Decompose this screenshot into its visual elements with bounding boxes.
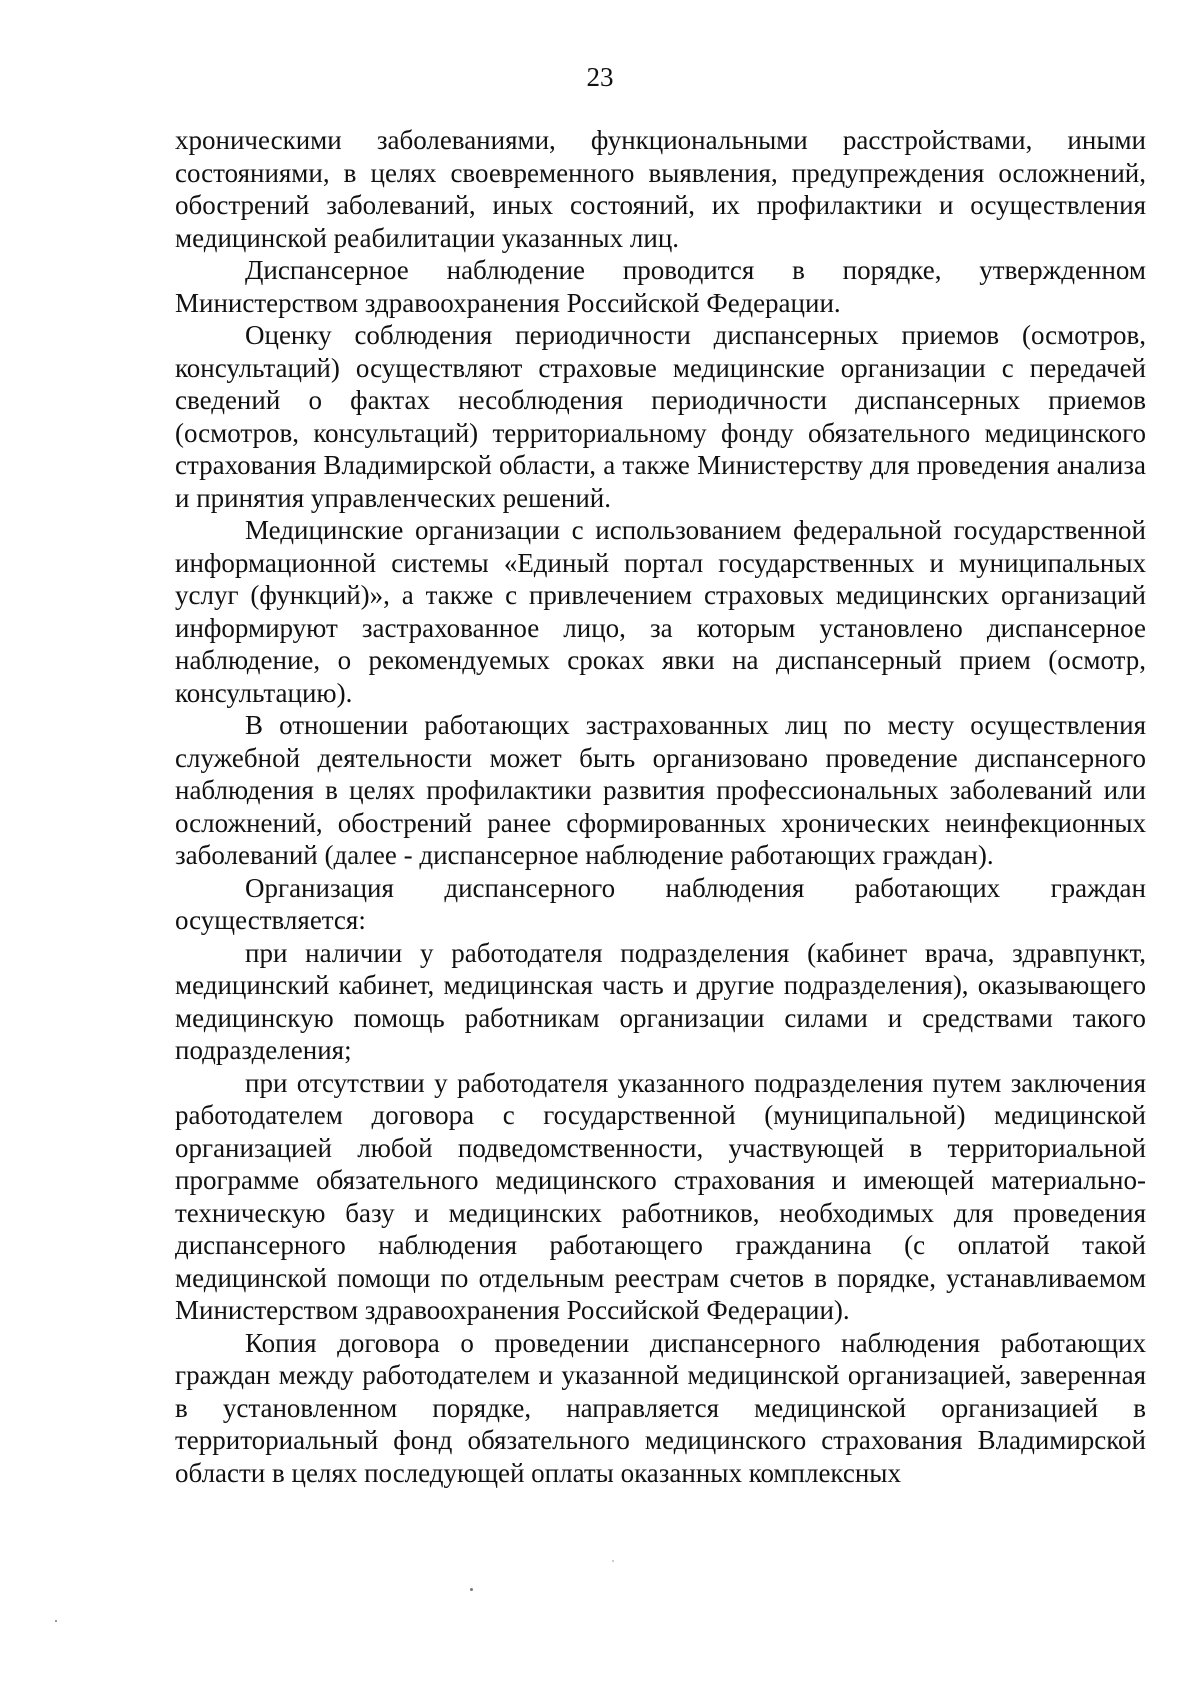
paragraph-9: Копия договора о проведении диспансерного наблюдения работающих граждан между работодателем и указанной медицинской организацией, заверенная в установленном порядке, направляется медицинской организацией в территориальный фонд обязательного медицинского страхования Владимирской области в целях последующей оплаты оказанных комплексных — [175, 1327, 1146, 1488]
paragraph-8: при отсутствии у работодателя указанного подразделения путем заключения работодателем договора с государственной (муниципальной) медицинской организацией любой подведомственности, участвующей в территориальной программе обязательного медицинского страхования и имеющей материально-техническую базу и медицинских работников, необходимых для проведения диспансерного наблюдения работающего гражданина (с оплатой такой медицинской помощи по отдельным реестрам счетов в порядке, устанавливаемом Министерством здравоохранения Российской Федерации). — [175, 1067, 1146, 1325]
scan-speck — [55, 1620, 57, 1622]
scan-speck — [612, 1560, 614, 1562]
scan-speck — [470, 1588, 473, 1591]
paragraph-6: Организация диспансерного наблюдения работающих граждан осуществляется: — [175, 872, 1146, 935]
paragraph-1: хроническими заболеваниями, функциональными расстройствами, иными состояниями, в целях своевременного выявления, предупреждения осложнений, обострений заболеваний, иных состояний, их профилактики и осуществления медицинской реабилитации указанных лиц. — [175, 125, 1146, 253]
paragraph-7: при наличии у работодателя подразделения (кабинет врача, здравпункт, медицинский кабинет, медицинская часть и другие подразделения), оказывающего медицинскую помощь работникам организации силами и средствами такого подразделения; — [175, 937, 1146, 1065]
paragraph-5: В отношении работающих застрахованных лиц по месту осуществления служебной деятельности может быть организовано проведение диспансерного наблюдения в целях профилактики развития профессиональных заболеваний или осложнений, обострений ранее сформированных хронических неинфекционных заболеваний (далее - диспансерное наблюдение работающих граждан). — [175, 710, 1146, 870]
paragraph-3: Оценку соблюдения периодичности диспансерных приемов (осмотров, консультаций) осуществляют страховые медицинские организации с передачей сведений о фактах несоблюдения периодичности диспансерных приемов (осмотров, консультаций) территориальному фонду обязательного медицинского страхования Владимирской области, а также Министерству для проведения анализа и принятия управленческих решений. — [175, 320, 1146, 513]
document-body — [175, 124, 1146, 1489]
paragraph-2: Диспансерное наблюдение проводится в порядке, утвержденном Министерством здравоохранения Российской Федерации. — [175, 255, 1146, 318]
paragraph-4: Медицинские организации с использованием федеральной государственной информационной системы «Единый портал государственных и муниципальных услуг (функций)», а также с привлечением страховых медицинских организаций информируют застрахованное лицо, за которым установлено диспансерное наблюдение, о рекомендуемых сроках явки на диспансерный прием (осмотр, консультацию). — [175, 515, 1146, 708]
page-number: 23 — [586, 62, 614, 92]
